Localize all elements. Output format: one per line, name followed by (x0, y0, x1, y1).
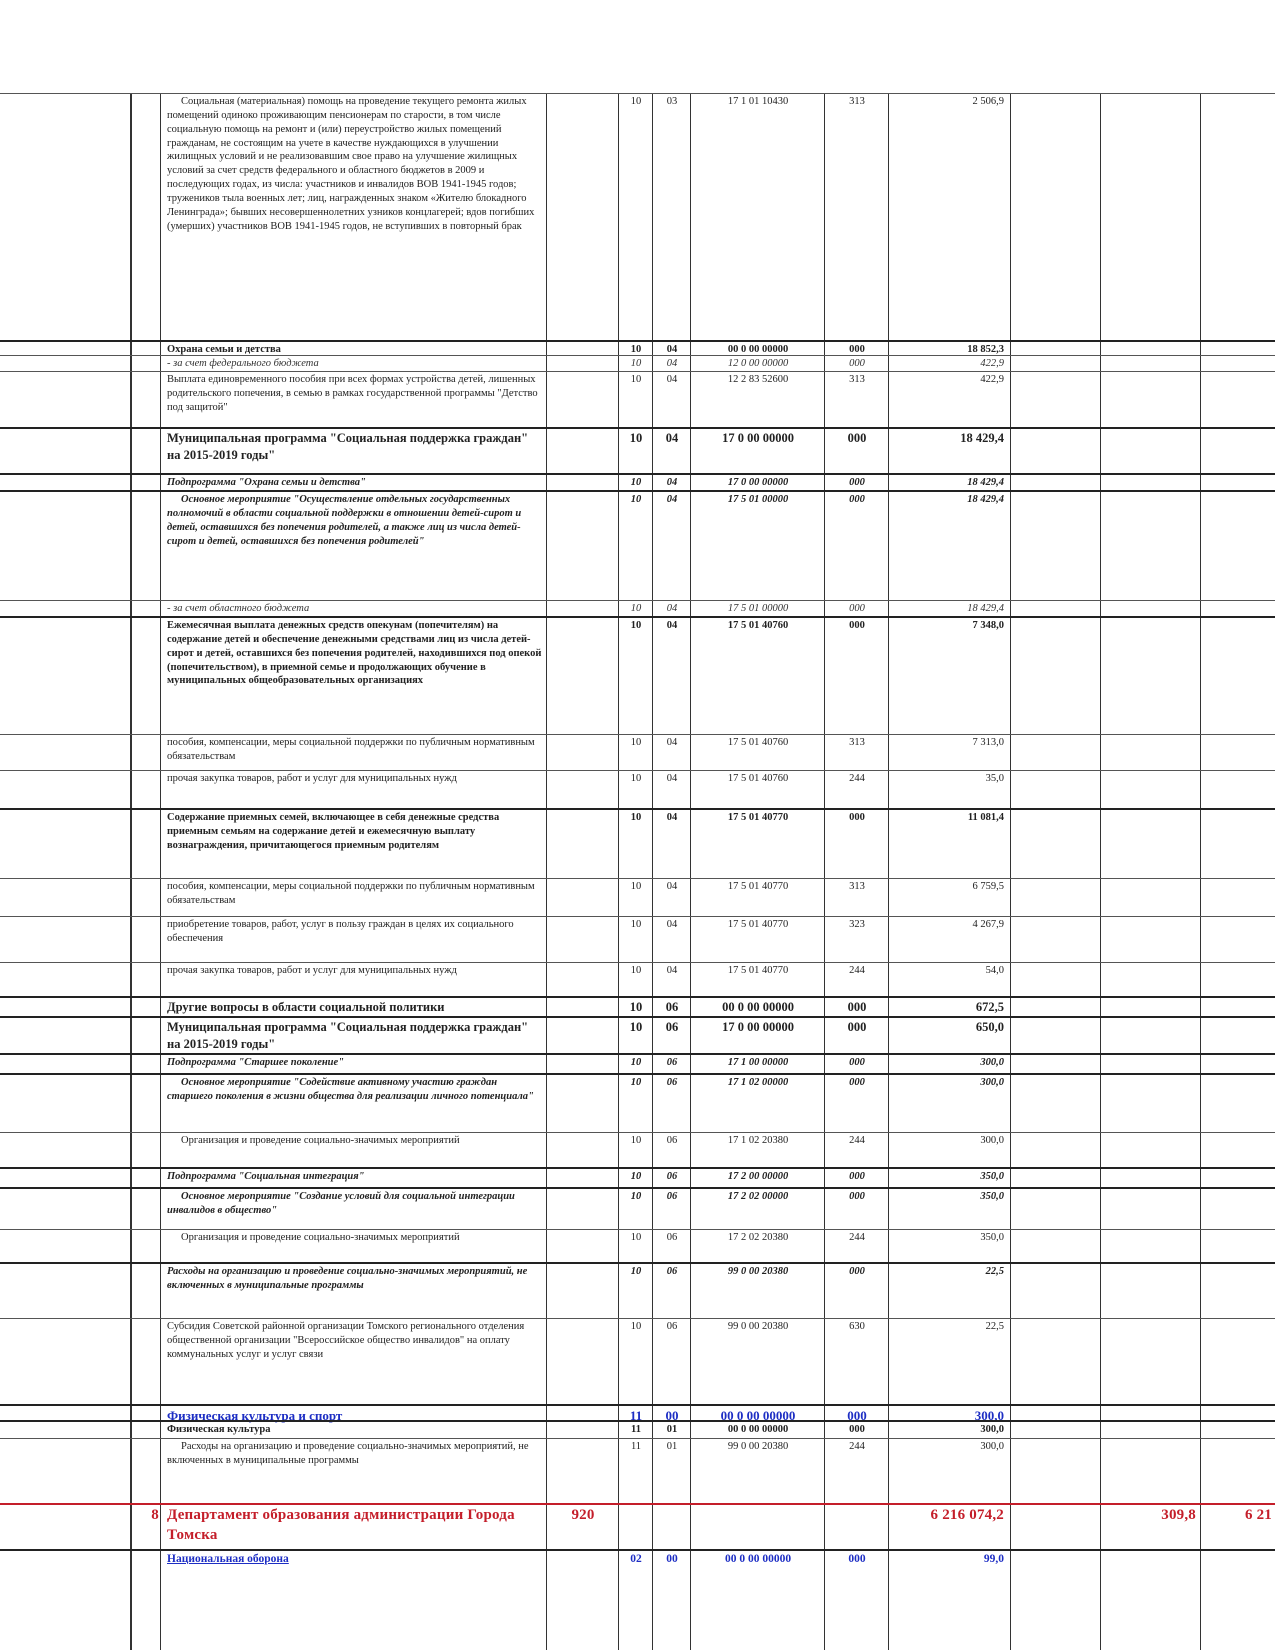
row-amount: 22,5 (985, 1266, 1004, 1277)
expense-type-code: 000 (849, 620, 865, 631)
subsection-code: 04 (666, 773, 678, 784)
target-article-code: 17 0 00 00000 (722, 1020, 794, 1034)
row-name: Расходы на организацию и проведение социально-значимых мероприятий, не включенных в муниципальные программы (167, 1441, 529, 1466)
table-row (0, 962, 1275, 996)
table-row (0, 770, 1275, 808)
section-code: 10 (630, 1321, 642, 1332)
row-name: прочая закупка товаров, работ и услуг для муниципальных нужд (167, 773, 457, 784)
row-name: Содержание приемных семей, включающее в себя денежные средства приемным семьям на содержание детей и ежемесячную выплату вознаграждения, причитающегося приемным родителям (167, 812, 500, 851)
table-row (0, 490, 1275, 600)
row-amount: 6 216 074,2 (930, 1507, 1004, 1523)
target-article-code: 17 5 01 40770 (727, 881, 789, 892)
expense-type-code: 244 (849, 1441, 865, 1452)
subsection-code: 04 (666, 603, 678, 614)
section-code: 10 (630, 881, 642, 892)
expense-type-code: 000 (849, 1077, 865, 1088)
expense-type-code: 000 (847, 1000, 867, 1014)
table-row (0, 600, 1275, 616)
section-code: 10 (630, 1077, 642, 1088)
subsection-code: 06 (666, 1171, 678, 1182)
subsection-code: 04 (666, 737, 678, 748)
section-code: 10 (630, 96, 642, 107)
row-name: Муниципальная программа "Социальная поддержка граждан" на 2015-2019 годы" (167, 1020, 529, 1051)
subsection-code: 06 (666, 1191, 678, 1202)
subsection-code: 03 (666, 96, 678, 107)
row-amount: 300,0 (980, 1135, 1004, 1146)
row-name: приобретение товаров, работ, услуг в пользу граждан в целях их социального обеспечения (167, 919, 514, 944)
row-name: Национальная оборона (167, 1553, 289, 1565)
row-name: Основное мероприятие "Содействие активному участию граждан старшего поколения в жизни общества для реализации личного потенциала" (167, 1077, 534, 1102)
section-code: 10 (630, 773, 642, 784)
row-amount: 54,0 (985, 965, 1004, 976)
subsection-code: 06 (666, 1266, 678, 1277)
target-article-code: 17 5 01 40770 (727, 965, 789, 976)
table-row (0, 1187, 1275, 1229)
target-article-code: 00 0 00 00000 (724, 1553, 792, 1565)
subsection-code: 06 (665, 1020, 679, 1034)
row-amount: 350,0 (980, 1191, 1004, 1202)
row-amount: 4 267,9 (972, 919, 1004, 930)
row-name: Расходы на организацию и проведение социально-значимых мероприятий, не включенных в муниципальные программы (167, 1266, 528, 1291)
row-name: Подпрограмма "Социальная интеграция" (167, 1171, 365, 1182)
section-code: 10 (630, 812, 642, 823)
target-article-code: 17 1 00 00000 (727, 1057, 789, 1068)
table-row (0, 340, 1275, 355)
row-name: Подпрограмма "Старшее поколение" (167, 1057, 345, 1068)
expense-type-code: 000 (849, 1057, 865, 1068)
subsection-code: 06 (666, 1057, 678, 1068)
row-amount: 422,9 (980, 374, 1004, 385)
target-article-code: 17 5 01 40760 (727, 620, 789, 631)
section-code: 10 (630, 1171, 642, 1182)
section-code: 10 (630, 1057, 642, 1068)
subsection-code: 04 (666, 965, 678, 976)
expense-type-code: 313 (849, 737, 865, 748)
target-article-code: 17 2 02 00000 (727, 1191, 789, 1202)
table-row (0, 93, 1275, 340)
section-code: 10 (629, 1020, 643, 1034)
table-row (0, 1549, 1275, 1650)
row-amount: 18 429,4 (960, 431, 1004, 445)
subsection-code: 04 (666, 494, 678, 505)
subsection-code: 04 (666, 620, 678, 631)
table-row (0, 371, 1275, 427)
row-name: Охрана семьи и детства (167, 344, 281, 355)
table-row (0, 1262, 1275, 1318)
section-code: 10 (629, 431, 643, 445)
expense-type-code: 000 (849, 344, 865, 355)
section-code: 10 (629, 1000, 643, 1014)
target-article-code: 00 0 00 00000 (727, 1424, 789, 1435)
row-amount: 18 429,4 (967, 494, 1004, 505)
section-code: 10 (630, 919, 642, 930)
section-code: 10 (630, 1266, 642, 1277)
section-code: 11 (631, 1424, 641, 1435)
expense-type-code: 000 (849, 494, 865, 505)
expense-type-code: 000 (849, 1191, 865, 1202)
expense-type-code: 244 (849, 1135, 865, 1146)
table-row (0, 1053, 1275, 1073)
row-name: - за счет федерального бюджета (167, 358, 319, 369)
table-row (0, 878, 1275, 916)
expense-type-code: 323 (849, 919, 865, 930)
table-row (0, 1404, 1275, 1423)
row-name: - за счет областного бюджета (167, 603, 310, 614)
row-amount: 2 506,9 (972, 96, 1004, 107)
target-article-code: 12 0 00 00000 (727, 358, 789, 369)
table-row (0, 1016, 1275, 1053)
subsection-code: 04 (666, 358, 678, 369)
section-code: 10 (630, 374, 642, 385)
target-article-code: 00 0 00 00000 (720, 1408, 796, 1423)
expense-type-code: 000 (848, 1553, 866, 1565)
subsection-code: 00 (666, 1553, 678, 1565)
expense-type-code: 630 (849, 1321, 865, 1332)
row-name: Субсидия Советской районной организации Томского регионального отделения общественной организации "Всероссийское общество инвалидов" на оплату коммунальных услуг и услуг связи (167, 1321, 525, 1360)
subsection-code: 04 (666, 881, 678, 892)
table-row (0, 808, 1275, 878)
subsection-code: 06 (666, 1135, 678, 1146)
table-row (0, 1420, 1275, 1438)
table-row (0, 355, 1275, 371)
target-article-code: 99 0 00 20380 (727, 1321, 789, 1332)
section-code: 10 (630, 737, 642, 748)
row-name: Ежемесячная выплата денежных средств опекунам (попечителям) на содержание детей и обеспечение денежными средствами лиц из числа детей-сирот и детей, оставшихся без попечения родителей, находившихся под опекой (попечительством), в приемной семье и продолжающих обучение в муниципальных общеобразовательных организациях (167, 620, 542, 687)
target-article-code: 99 0 00 20380 (727, 1266, 789, 1277)
row-amount: 18 429,4 (967, 603, 1004, 614)
row-amount: 300,0 (974, 1408, 1004, 1423)
subsection-code: 01 (666, 1424, 678, 1435)
expense-type-code: 244 (849, 1232, 865, 1243)
target-article-code: 17 5 01 40770 (727, 919, 789, 930)
target-article-code: 17 5 01 00000 (727, 603, 789, 614)
row-name: Организация и проведение социально-значимых мероприятий (181, 1135, 460, 1146)
row-amount: 6 759,5 (972, 881, 1004, 892)
row-amount: 650,0 (975, 1020, 1004, 1034)
subsection-code: 06 (666, 1321, 678, 1332)
row-amount: 99,0 (983, 1553, 1004, 1565)
row-name: Основное мероприятие "Создание условий для социальной интеграции инвалидов в общество" (167, 1191, 515, 1216)
row-amount: 7 348,0 (972, 620, 1004, 631)
subsection-code: 04 (666, 812, 678, 823)
subsection-code: 04 (666, 919, 678, 930)
expense-type-code: 244 (849, 773, 865, 784)
section-code: 10 (630, 1191, 642, 1202)
row-name: пособия, компенсации, меры социальной поддержки по публичным нормативным обязательствам (167, 737, 535, 762)
table-row (0, 616, 1275, 734)
table-row (0, 1503, 1275, 1549)
subsection-code: 04 (665, 431, 679, 445)
row-name: Выплата единовременного пособия при всех формах устройства детей, лишенных родительского попечения, в семью в рамках государственной программы "Детство под защитой" (167, 374, 538, 413)
expense-type-code: 313 (849, 374, 865, 385)
row-amount-2: 309,8 (1161, 1507, 1196, 1523)
expense-type-code: 000 (849, 812, 865, 823)
section-code: 10 (630, 477, 642, 488)
expense-type-code: 000 (847, 431, 867, 445)
row-amount: 422,9 (980, 358, 1004, 369)
subsection-code: 00 (665, 1408, 679, 1423)
target-article-code: 17 5 01 40760 (727, 737, 789, 748)
table-row (0, 1438, 1275, 1503)
target-article-code: 17 2 00 00000 (727, 1171, 789, 1182)
row-amount: 7 313,0 (972, 737, 1004, 748)
row-name: Физическая культура (167, 1424, 271, 1435)
row-amount: 300,0 (980, 1424, 1004, 1435)
row-name: Социальная (материальная) помощь на проведение текущего ремонта жилых помещений одиноко проживающим пенсионерам по старости, в том числе социальную помощь на ремонт и (или) переустройство жилых помещений гражданам, не состоящим на учете в качестве нуждающихся в улучшении жилищных условий и не реализовавшим свое право на улучшение жилищных условий за счет средств федерального и областного бюджетов в 2009 и последующих годах, из числа: участников и инвалидов ВОВ 1941-1945 годов; тружеников тыла военных лет; лиц, награжденных знаком «Жителю блокадного Ленинграда»; бывших несовершеннолетних узников концлагерей; вдов погибших (умерших) участников ВОВ 1941-1945 годов, не вступивших в повторный брак (167, 96, 535, 232)
subsection-code: 04 (666, 374, 678, 385)
table-row (0, 1073, 1275, 1132)
row-name: прочая закупка товаров, работ и услуг для муниципальных нужд (167, 965, 457, 976)
section-code: 11 (629, 1408, 643, 1423)
target-article-code: 17 1 02 20380 (727, 1135, 789, 1146)
section-code: 10 (630, 344, 642, 355)
table-row (0, 473, 1275, 490)
table-row (0, 916, 1275, 962)
target-article-code: 17 1 01 10430 (727, 96, 789, 107)
section-code: 10 (630, 494, 642, 505)
subsection-code: 06 (666, 1077, 678, 1088)
section-code: 10 (630, 1135, 642, 1146)
row-name: Основное мероприятие "Осуществление отдельных государственных полномочий в области социальной поддержки в отношении детей-сирот и детей, оставшихся без попечения родителей, а также лиц из числа детей-сирот и детей, оставшихся без попечения родителей" (167, 494, 522, 547)
row-name: Другие вопросы в области социальной политики (167, 1000, 445, 1014)
row-amount: 300,0 (980, 1441, 1004, 1452)
table-row (0, 427, 1275, 473)
section-code: 02 (630, 1553, 642, 1565)
target-article-code: 99 0 00 20380 (727, 1441, 789, 1452)
subsection-code: 01 (666, 1441, 678, 1452)
expense-type-code: 000 (849, 358, 865, 369)
subsection-code: 04 (666, 344, 678, 355)
expense-type-code: 000 (847, 1020, 867, 1034)
table-row (0, 1318, 1275, 1404)
row-number: 8 (151, 1507, 159, 1523)
row-name: Муниципальная программа "Социальная поддержка граждан" на 2015-2019 годы" (167, 431, 529, 462)
table-row (0, 734, 1275, 770)
department-code: 920 (571, 1507, 595, 1523)
row-amount: 11 081,4 (967, 812, 1004, 823)
row-amount: 18 852,3 (967, 344, 1004, 355)
section-code: 10 (630, 965, 642, 976)
target-article-code: 17 2 02 20380 (727, 1232, 789, 1243)
row-amount-3: 6 21 (1244, 1507, 1272, 1523)
target-article-code: 00 0 00 00000 (727, 344, 789, 355)
row-amount: 22,5 (985, 1321, 1004, 1332)
row-amount: 350,0 (980, 1171, 1004, 1182)
table-row (0, 1167, 1275, 1187)
expense-type-code: 000 (849, 603, 865, 614)
expense-type-code: 000 (849, 477, 865, 488)
table-row (0, 996, 1275, 1016)
section-code: 10 (630, 603, 642, 614)
expense-type-code: 244 (849, 965, 865, 976)
expense-type-code: 000 (849, 1424, 865, 1435)
expense-type-code: 313 (849, 96, 865, 107)
target-article-code: 17 5 01 40770 (727, 812, 789, 823)
row-name: Физическая культура и спорт (167, 1408, 343, 1423)
section-code: 10 (630, 1232, 642, 1243)
row-amount: 350,0 (980, 1232, 1004, 1243)
section-code: 10 (630, 620, 642, 631)
row-amount: 300,0 (980, 1057, 1004, 1068)
row-name: Департамент образования администрации Города Томска (167, 1507, 515, 1543)
subsection-code: 06 (666, 1232, 678, 1243)
section-code: 11 (630, 1441, 642, 1452)
target-article-code: 17 0 00 00000 (727, 477, 789, 488)
target-article-code: 17 5 01 40760 (727, 773, 789, 784)
row-amount: 35,0 (985, 773, 1004, 784)
target-article-code: 17 5 01 00000 (727, 494, 789, 505)
target-article-code: 17 0 00 00000 (722, 431, 794, 445)
subsection-code: 04 (666, 477, 678, 488)
target-article-code: 00 0 00 00000 (722, 1000, 794, 1014)
row-name: пособия, компенсации, меры социальной поддержки по публичным нормативным обязательствам (167, 881, 535, 906)
row-amount: 18 429,4 (967, 477, 1004, 488)
expense-type-code: 000 (849, 1171, 865, 1182)
expense-type-code: 313 (849, 881, 865, 892)
section-code: 10 (630, 358, 642, 369)
target-article-code: 12 2 83 52600 (727, 374, 789, 385)
target-article-code: 17 1 02 00000 (727, 1077, 789, 1088)
table-row (0, 1132, 1275, 1167)
subsection-code: 06 (665, 1000, 679, 1014)
expense-type-code: 000 (847, 1408, 867, 1423)
row-name: Организация и проведение социально-значимых мероприятий (181, 1232, 460, 1243)
row-amount: 672,5 (975, 1000, 1004, 1014)
row-amount: 300,0 (980, 1077, 1004, 1088)
expense-type-code: 000 (849, 1266, 865, 1277)
table-row (0, 1229, 1275, 1262)
row-name: Подпрограмма "Охрана семьи и детства" (167, 477, 366, 488)
